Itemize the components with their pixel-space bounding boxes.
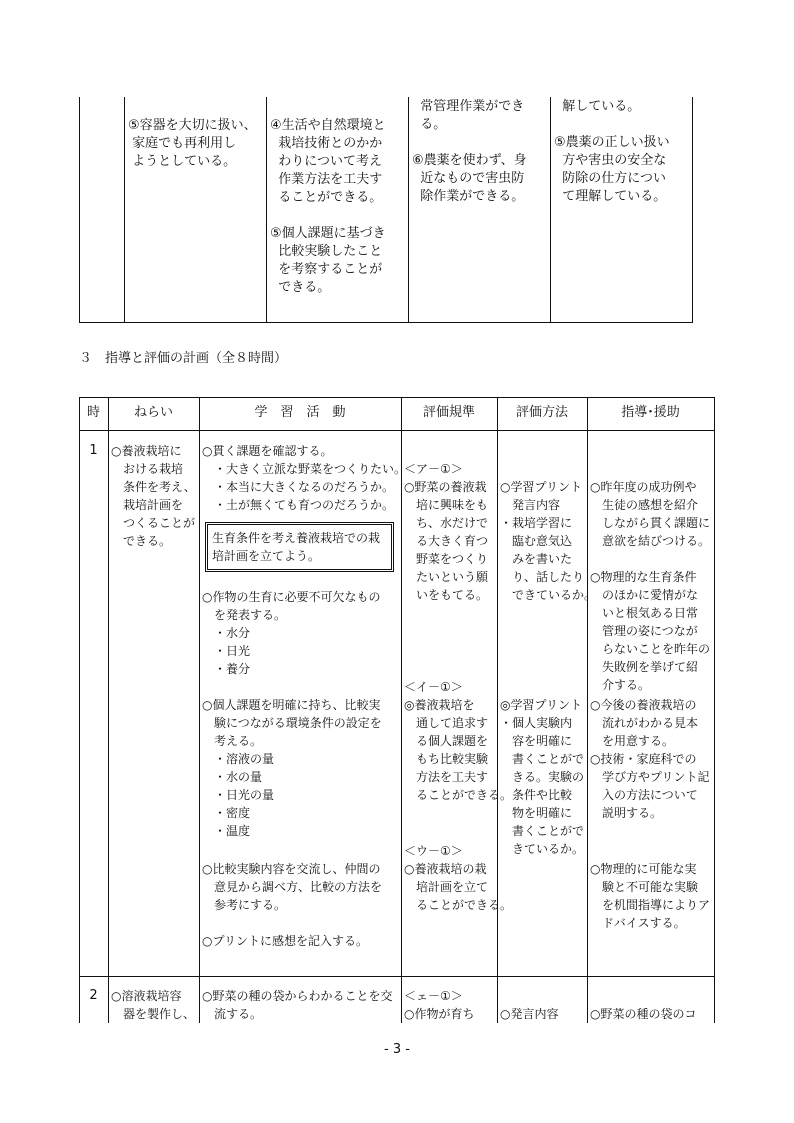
header-criteria: 評価規準 (422, 405, 475, 420)
row2-criteria: ＜ェ－①＞ ○作物が育ち (404, 989, 475, 1021)
row1-guidance-c: ○物理的に可能な実 験と不可能な実験 を机間指導によりア ドバイスする。 (590, 862, 711, 930)
row1-criteria-b: ＜イ－①＞ ◎養液栽培を 通して追求す る個人課題を もち比較実験 方法を工夫す ることができる。 (404, 680, 513, 802)
row2-hour: 2 (89, 988, 98, 1003)
task-box (205, 522, 394, 572)
row1-guidance-a: ○昨年度の成功例や 生徒の感想を紹介 しながら貫く課題に 意欲を結びつける。 ○物理的な生育条件 のほかに愛情がな いと根気ある日常 管理の姿につなが らないことを昨年の 失敗例を挙げて紹 介する。 (590, 480, 711, 692)
row1-activity-conditions: ○個人課題を明確に持ち、比較実 験につながる環境条件の設定を 考える。 ・溶液の量 ・水の量 ・日光の量 ・密度 ・温度 (202, 698, 382, 838)
row2-aim: ○溶液栽培容 器を製作し、 (111, 989, 196, 1021)
top-cell-col3: ④生活や自然環境と 栽培技術とのかか わりについて考え 作業方法を工夫す ることができる。 ⑤個人課題に基づき 比較実験したこと を考察することが できる。 (270, 118, 386, 295)
row1-activity-reflection: ○プリントに感想を記入する。 (202, 934, 368, 948)
row1-aim: ○養液栽培に おける栽培 条件を考え、 栽培計画を つくることが できる。 (111, 444, 196, 548)
row2-activity: ○野菜の種の袋からわかることを交 流する。 (202, 989, 393, 1021)
header-activity: 学 習 活 動 (254, 405, 346, 420)
row1-hour: 1 (89, 443, 98, 458)
row2-method: ○発言内容 (500, 1007, 559, 1021)
page-number: - 3 - (384, 1042, 410, 1057)
header-method: 評価方法 (515, 405, 568, 420)
row2-guidance: ○野菜の種の袋のコ (590, 1007, 697, 1021)
top-cell-col2: ⑤容器を大切に扱い、 家庭でも再利用し ようとしている。 (128, 118, 257, 169)
row1-activity-intro: ○貫く課題を確認する。 ・大きく立派な野菜をつくりたい。 ・本当に大きくなるのだろうか。 ・土が無くても育つのだろうか。 (202, 444, 407, 512)
header-aim: ねらい (133, 405, 173, 420)
row1-activity-exchange: ○比較実験内容を交流し、仲間の 意見から調べ方、比較の方法を 参考にする。 (202, 862, 383, 912)
row1-activity-elements: ○作物の生育に必要不可欠なもの を発表する。 ・水分 ・日光 ・養分 (202, 590, 381, 676)
row1-criteria-c: ＜ウ－①＞ ○養液栽培の栽 培計画を立て ることができる。 (404, 844, 513, 912)
section-heading: ３ 指導と評価の計画（全８時間） (79, 351, 288, 366)
top-cell-col4: 常管理作業ができ る。 ⑥農薬を使わず、身 近なもので害虫防 除作業ができる。 (412, 99, 527, 204)
row1-criteria-a: ＜ア－①＞ ○野菜の養液栽 培に興味をも ち、水だけで る大きく育つ 野菜をつくり たいという願 いをもてる。 (404, 462, 489, 602)
row1-method-b: ◎学習プリント ・個人実験内 容を明確に 書くことがで きる。実験の 条件や比較 物を明確に 書くことがで きているか。 (500, 698, 585, 856)
row1-guidance-b: ○今後の養液栽培の 流れがわかる見本 を用意する。 ○技術・家庭科での 学び方やプリント記 入の方法について 説明する。 (590, 698, 710, 820)
top-cell-col5: 解している。 ⑤農薬の正しい扱い 方や害虫の安全な 防除の仕方につい て理解している。 (554, 99, 670, 204)
header-guidance: 指導･援助 (621, 405, 680, 420)
header-hour: 時 (86, 405, 100, 420)
task-box-text: 生育条件を考え養液栽培での栽 培計画を立てよう。 (212, 531, 381, 563)
row1-method-a: ○学習プリント 発言内容 ・栽培学習に 臨む意気込 みを書いた り、話したり できているか。 (500, 480, 597, 602)
